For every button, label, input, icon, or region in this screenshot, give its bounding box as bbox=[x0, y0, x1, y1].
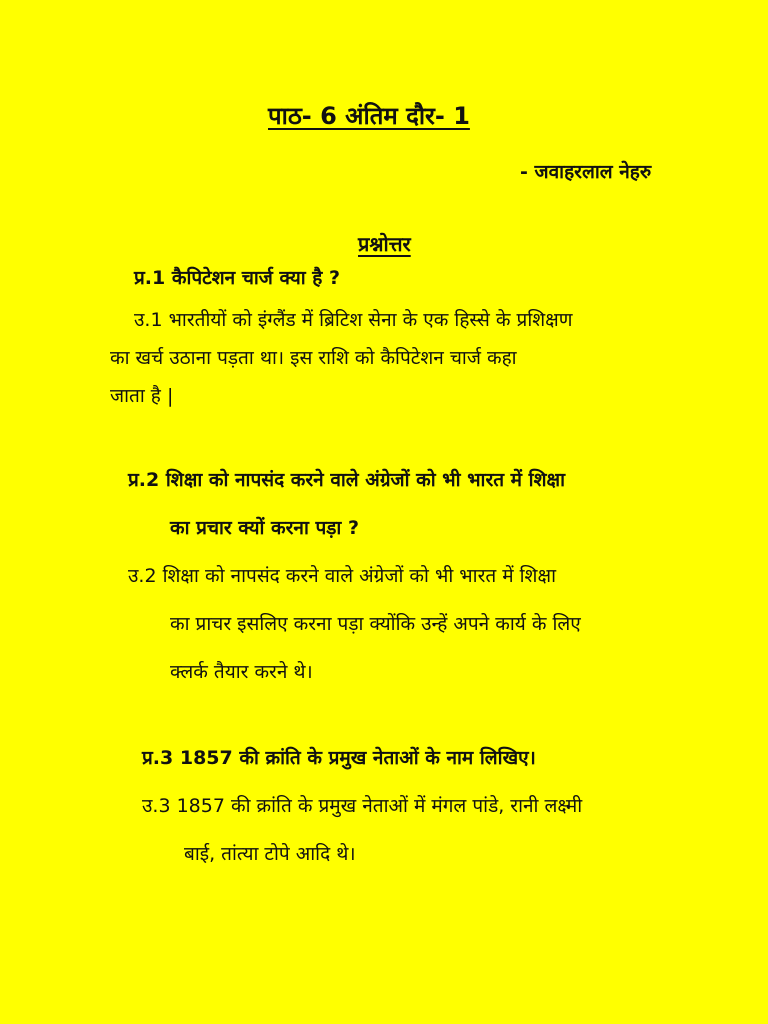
author-name: - जवाहरलाल नेहरु bbox=[520, 161, 652, 183]
answer-2-line-2: का प्राचर इसलिए करना पड़ा क्योंकि उन्हें अपने कार्य के लिए bbox=[170, 613, 581, 635]
question-1-line-1: प्र.1 कैपिटेशन चार्ज क्या है ? bbox=[134, 267, 340, 289]
question-3-line-1: प्र.3 1857 की क्रांति के प्रमुख नेताओं के नाम लिखिए। bbox=[142, 747, 536, 769]
answer-2-line-3: क्लर्क तैयार करने थे। bbox=[170, 661, 313, 683]
answer-1-line-3: जाता है | bbox=[110, 385, 174, 407]
question-2-line-2: का प्रचार क्यों करना पड़ा ? bbox=[170, 517, 359, 539]
question-2-line-1: प्र.2 शिक्षा को नापसंद करने वाले अंग्रेजों को भी भारत में शिक्षा bbox=[128, 469, 566, 491]
answer-1-line-2: का खर्च उठाना पड़ता था। इस राशि को कैपिटेशन चार्ज कहा bbox=[110, 347, 517, 369]
answer-3-line-1: उ.3 1857 की क्रांति के प्रमुख नेताओं में मंगल पांडे, रानी लक्ष्मी bbox=[142, 795, 583, 817]
answer-2-line-1: उ.2 शिक्षा को नापसंद करने वाले अंग्रेजों को भी भारत में शिक्षा bbox=[128, 565, 557, 587]
answer-3-line-2: बाई, तांत्या टोपे आदि थे। bbox=[184, 843, 356, 865]
answer-1-line-1: उ.1 भारतीयों को इंग्लैंड में ब्रिटिश सेना के एक हिस्से के प्रशिक्षण bbox=[134, 309, 573, 331]
page-title: पाठ- 6 अंतिम दौर- 1 bbox=[268, 102, 470, 130]
section-heading: प्रश्नोत्तर bbox=[358, 232, 411, 256]
